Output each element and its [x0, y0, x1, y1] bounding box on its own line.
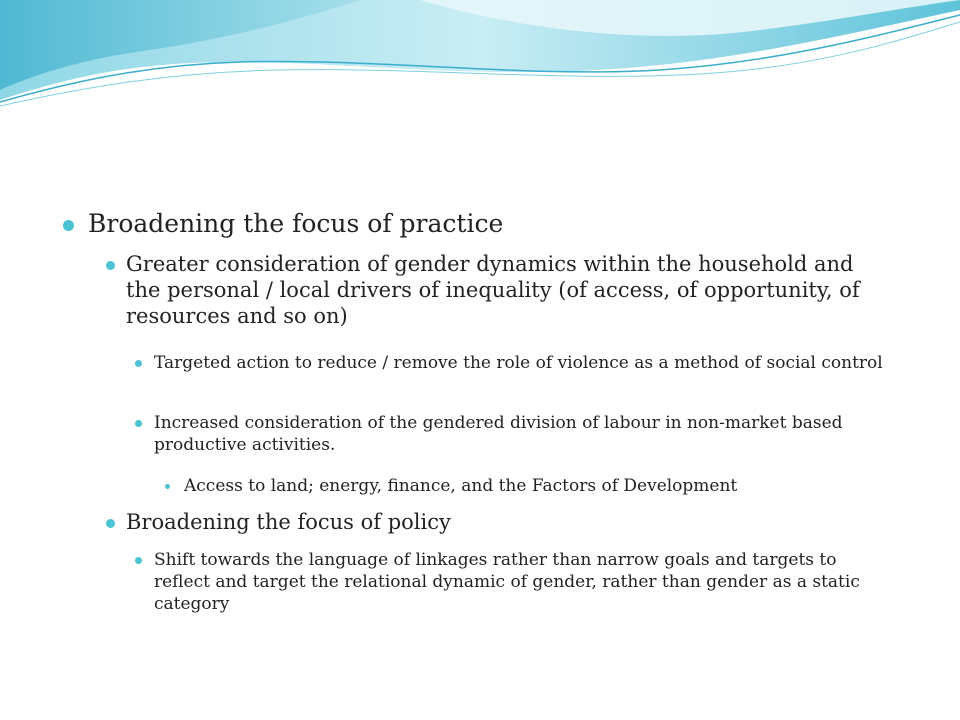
bullet-level3-violence [154, 352, 894, 374]
bullet-dot-icon [135, 420, 142, 427]
bullet-dot-icon [135, 360, 142, 367]
bullet-text: Greater consideration of gender dynamics within the household and the personal / local drivers of inequality (of access, of opportunity, of resources and so on) [126, 252, 860, 328]
bullet-dot-icon [135, 557, 142, 564]
bullet-level3-division-of-labour [154, 412, 894, 456]
bullet-dot-icon [165, 484, 170, 489]
bullet-text: Targeted action to reduce / remove the role of violence as a method of social control [154, 353, 883, 373]
bullet-level2-gender-dynamics [126, 251, 886, 329]
bullet-dot-icon [106, 519, 115, 528]
bullet-text: Shift towards the language of linkages rather than narrow goals and targets to reflect and target the relational dynamic of gender, rather than gender as a static category [154, 550, 860, 614]
bullet-level2-policy [126, 509, 886, 535]
bullet-text: Increased consideration of the gendered division of labour in non-market based productive activities. [154, 413, 843, 455]
bullet-dot-icon [106, 261, 115, 270]
bullet-text: Broadening the focus of practice [88, 209, 504, 238]
bullet-dot-icon [63, 220, 74, 231]
bullet-level4-access-to-land [184, 475, 904, 497]
bullet-level1-practice [88, 208, 908, 240]
bullet-level3-linkages [154, 549, 894, 615]
bullet-text: Broadening the focus of policy [126, 510, 451, 534]
bullet-text: Access to land; energy, finance, and the Factors of Development [184, 476, 738, 496]
